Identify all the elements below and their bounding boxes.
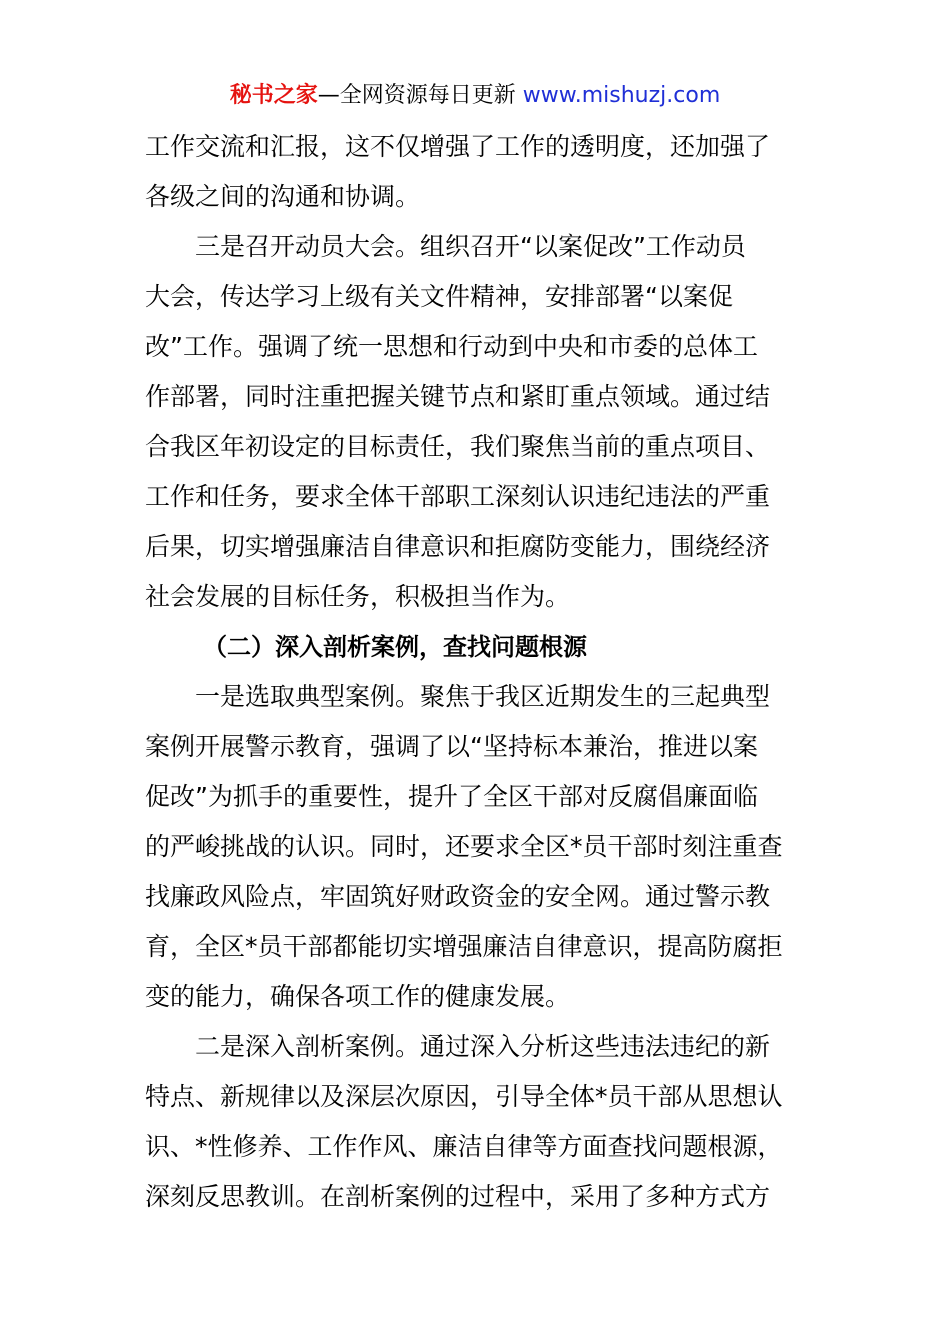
- site-url[interactable]: www.mishuzj.com: [522, 83, 721, 108]
- text-line: 找廉政风险点，牢固筑好财政资金的安全网。通过警示教: [145, 882, 771, 911]
- text-line: 案例开展警示教育，强调了以“坚持标本兼治，推进以案: [145, 732, 758, 761]
- paragraph-start: 一是选取典型案例。聚焦于我区近期发生的三起典型: [195, 682, 771, 711]
- brand-name: 秘书之家: [229, 83, 318, 108]
- text-line: 的严峻挑战的认识。同时，还要求全区*员干部时刻注重查: [145, 832, 783, 861]
- text-line: 特点、新规律以及深层次原因，引导全体*员干部从思想认: [145, 1082, 783, 1111]
- text-line: 各级之间的沟通和协调。: [145, 182, 421, 211]
- text-line: 工作交流和汇报，这不仅增强了工作的透明度，还加强了: [145, 132, 771, 161]
- paragraph-start: 二是深入剖析案例。通过深入分析这些违法违纪的新: [195, 1032, 771, 1061]
- text-line: 合我区年初设定的目标责任，我们聚焦当前的重点项目、: [145, 432, 771, 461]
- text-line: 社会发展的目标任务，积极担当作为。: [145, 582, 571, 611]
- page-header: [0, 79, 950, 113]
- document-body: [145, 122, 805, 1222]
- text-line: 识、*性修养、工作作风、廉洁自律等方面查找问题根源，: [145, 1132, 783, 1161]
- text-line: 后果，切实增强廉洁自律意识和拒腐防变能力，围绕经济: [145, 532, 771, 561]
- text-line: 深刻反思教训。在剖析案例的过程中，采用了多种方式方: [145, 1182, 771, 1211]
- text-line: 大会，传达学习上级有关文件精神，安排部署“以案促: [145, 282, 733, 311]
- text-line: 变的能力，确保各项工作的健康发展。: [145, 982, 571, 1011]
- header-slogan: —全网资源每日更新: [317, 83, 516, 108]
- text-line: 作部署，同时注重把握关键节点和紧盯重点领域。通过结: [145, 382, 771, 411]
- text-line: 工作和任务，要求全体干部职工深刻认识违纪违法的严重: [145, 482, 771, 511]
- section-heading: （二）深入剖析案例，查找问题根源: [203, 633, 587, 661]
- paragraph-start: 三是召开动员大会。组织召开“以案促改”工作动员: [195, 232, 746, 261]
- text-line: 改”工作。强调了统一思想和行动到中央和市委的总体工: [145, 332, 758, 361]
- text-line: 育，全区*员干部都能切实增强廉洁自律意识，提高防腐拒: [145, 932, 783, 961]
- text-line: 促改”为抓手的重要性，提升了全区干部对反腐倡廉面临: [145, 782, 758, 811]
